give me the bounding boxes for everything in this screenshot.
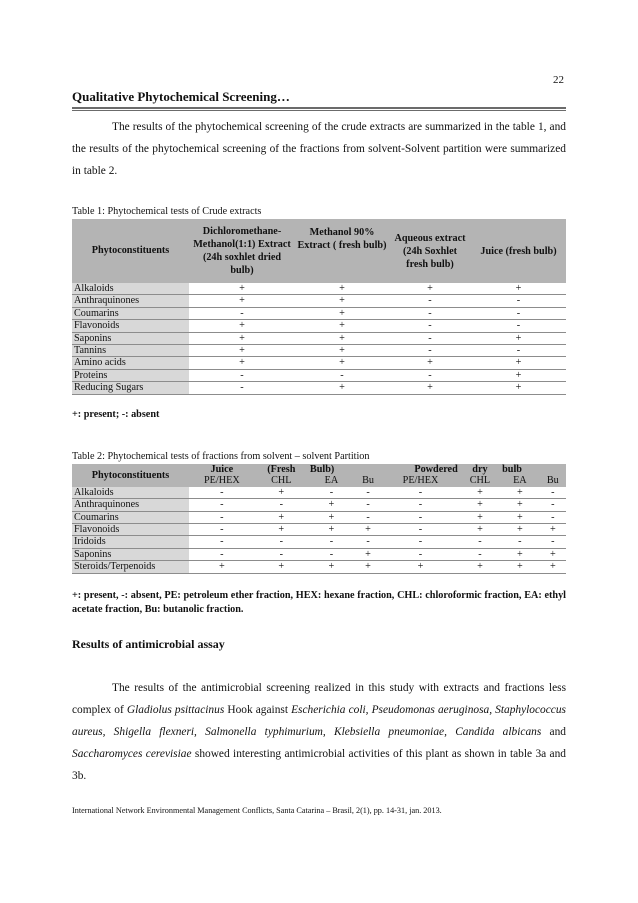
table1-cell: - (189, 307, 295, 319)
table2-cell: - (308, 548, 355, 560)
table2-cell: - (189, 511, 255, 523)
table2-cell: + (500, 548, 539, 560)
table2-row-name: Saponins (72, 548, 189, 560)
footer: International Network Environmental Management Conflicts, Santa Catarina – Brasil, 2(1), pp. 14-31, jan. 2013. (72, 806, 442, 815)
table2-row (72, 536, 566, 548)
table1-header-row (72, 219, 566, 283)
table1 (72, 219, 566, 395)
table2-cell: + (500, 561, 539, 573)
table1-cell: - (471, 295, 566, 307)
results-text-4: showed interesting antimicrobial activities of this plant as shown in table 3a and 3b. (72, 748, 566, 782)
results-text-2: Hook against (224, 704, 292, 716)
table2-cell: - (381, 499, 460, 511)
table1-cell: - (389, 307, 471, 319)
table1-row (72, 332, 566, 344)
table1-cell: + (189, 345, 295, 357)
table1-cell: + (295, 345, 389, 357)
table1-cell: - (471, 320, 566, 332)
table2-group-label: Bulb) (308, 464, 355, 475)
intro-paragraph (72, 116, 566, 182)
table2-col-header: PE/HEX (381, 475, 460, 486)
table1-row (72, 283, 566, 295)
table2-cell: + (500, 499, 539, 511)
table2-col-header: CHL (460, 475, 500, 486)
table1-row (72, 295, 566, 307)
table2-cell: + (308, 524, 355, 536)
table1-cell: - (389, 332, 471, 344)
table2-cell: + (500, 511, 539, 523)
table2-cell: - (308, 536, 355, 548)
table1-cell: - (389, 369, 471, 381)
table2-cell: + (500, 487, 539, 499)
table1-cell: + (189, 295, 295, 307)
table2-cell: + (308, 511, 355, 523)
table2-cell: + (355, 561, 381, 573)
table2-cell: - (189, 548, 255, 560)
table2-cell: - (255, 536, 308, 548)
table1-row-name: Amino acids (72, 357, 189, 369)
table1-row-name: Reducing Sugars (72, 382, 189, 394)
table1-col-header: Aqueous extract (24h Soxhlet fresh bulb) (389, 219, 471, 283)
table2-cell: - (540, 487, 566, 499)
intro-paragraph-text: The results of the phytochemical screening of the crude extracts are summarized in the table 1, and the results of the phytochemical screening of the fractions from solvent-Solvent partition were summarized in table 2. (72, 121, 566, 177)
table2-cell: - (355, 536, 381, 548)
table1-cell: - (389, 320, 471, 332)
results-text-3: and (541, 726, 566, 738)
table2-cell: - (381, 548, 460, 560)
table1-cell: + (295, 357, 389, 369)
table2-group-label (540, 464, 566, 475)
table2-cell: - (189, 536, 255, 548)
table1-row (72, 307, 566, 319)
table2-cell: - (460, 548, 500, 560)
table2-col-header: EA (500, 475, 539, 486)
table2-cell: - (255, 499, 308, 511)
table1-cell: + (389, 283, 471, 295)
table2-row (72, 487, 566, 499)
table2-cell: + (460, 561, 500, 573)
table1-cell: + (471, 283, 566, 295)
table1-row-name: Tannins (72, 345, 189, 357)
table1-cell: + (295, 332, 389, 344)
table2-cell: + (308, 561, 355, 573)
table2-row-name: Flavonoids (72, 524, 189, 536)
table2-group-label: (Fresh (255, 464, 308, 475)
table2-cell: + (540, 561, 566, 573)
table2-row (72, 561, 566, 573)
table2-cell: - (381, 524, 460, 536)
results-species-2: Escherichia coli, Pseudomonas aeruginosa, Staphylococcus aureus, Shigella flexneri, Salmonella typhimurium, Klebsiella pneumoniae, Candida albicans (72, 704, 566, 738)
table1-cell: - (295, 369, 389, 381)
table1-cell: - (389, 345, 471, 357)
table1-cell: + (295, 295, 389, 307)
table1-row (72, 369, 566, 381)
table2-cell: + (255, 487, 308, 499)
table1-row-name: Flavonoids (72, 320, 189, 332)
table2-cell: + (540, 548, 566, 560)
table1-row (72, 345, 566, 357)
table2-col-header: Bu (540, 475, 566, 486)
table2-caption: Table 2: Phytochemical tests of fractions from solvent – solvent Partition (72, 451, 370, 462)
table2-cell: + (500, 524, 539, 536)
table1-row (72, 320, 566, 332)
table2 (72, 464, 566, 574)
table2-cell: - (255, 548, 308, 560)
table2-row-name: Coumarins (72, 511, 189, 523)
table2-legend: +: present, -: absent, PE: petroleum ether fraction, HEX: hexane fraction, CHL: chloroformic fraction, EA: ethyl acetate fraction, Bu: butanolic fraction. (72, 590, 566, 615)
table2-cell: + (355, 548, 381, 560)
table1-cell: + (189, 332, 295, 344)
table2-row (72, 511, 566, 523)
table2-row (72, 499, 566, 511)
table2-cell: + (255, 561, 308, 573)
table1-legend: +: present; -: absent (72, 409, 160, 420)
table2-row-name: Steroids/Terpenoids (72, 561, 189, 573)
table2-cell: - (189, 499, 255, 511)
table1-row-name: Coumarins (72, 307, 189, 319)
table2-group-label: Powdered (381, 464, 460, 475)
table1-col-header: Juice (fresh bulb) (471, 219, 566, 283)
table1-header-label: Phytoconstituents (72, 219, 189, 283)
table1-cell: + (295, 307, 389, 319)
table2-row-name: Alkaloids (72, 487, 189, 499)
table2-row-name: Iridoids (72, 536, 189, 548)
table1-row-name: Saponins (72, 332, 189, 344)
table2-row-name: Anthraquinones (72, 499, 189, 511)
table2-group-label: dry (460, 464, 500, 475)
table2-cell: - (381, 487, 460, 499)
results-heading: Results of antimicrobial assay (72, 637, 225, 651)
table2-cell: - (460, 536, 500, 548)
table1-cell: - (471, 345, 566, 357)
table1-cell: + (389, 382, 471, 394)
table2-col-header: Bu (355, 475, 381, 486)
table1-cell: - (389, 295, 471, 307)
table1-cell: + (295, 283, 389, 295)
table2-cell: - (500, 536, 539, 548)
table1-row-name: Anthraquinones (72, 295, 189, 307)
table1-cell: + (295, 320, 389, 332)
table2-cell: + (381, 561, 460, 573)
table2-cell: + (540, 524, 566, 536)
results-text-1: The results of the antimicrobial screening realized in this study with extracts and fractions less complex of (72, 682, 566, 716)
table2-cell: + (460, 524, 500, 536)
table2-cell: - (381, 536, 460, 548)
table1-cell: - (189, 382, 295, 394)
table1-row-name: Alkaloids (72, 283, 189, 295)
table2-header-row (72, 464, 566, 475)
table1-col-header: Methanol 90% Extract ( fresh bulb) (295, 219, 389, 283)
title-rule (72, 107, 566, 111)
table1-row (72, 357, 566, 369)
table2-group-label: Juice (189, 464, 255, 475)
table2-cell: - (308, 487, 355, 499)
table1-cell: + (189, 283, 295, 295)
table1-cell: + (189, 320, 295, 332)
table2-cell: + (189, 561, 255, 573)
table2-cell: + (255, 511, 308, 523)
table1-caption: Table 1: Phytochemical tests of Crude extracts (72, 206, 262, 217)
table2-col-header: EA (308, 475, 355, 486)
section-title: Qualitative Phytochemical Screening… (72, 89, 290, 104)
table2-cell: - (381, 511, 460, 523)
table1-cell: + (189, 357, 295, 369)
table2-row (72, 524, 566, 536)
table1-cell: + (471, 382, 566, 394)
results-species-3: Saccharomyces cerevisiae (72, 748, 192, 760)
table2-cell: - (540, 499, 566, 511)
table2-group-label: bulb (500, 464, 539, 475)
table2-cell: + (255, 524, 308, 536)
table2-cell: + (460, 499, 500, 511)
table2-group-label (355, 464, 381, 475)
results-paragraph (72, 677, 566, 787)
table2-cell: - (355, 487, 381, 499)
table1-row-name: Proteins (72, 369, 189, 381)
table2-cell: - (189, 487, 255, 499)
table2-cell: + (460, 511, 500, 523)
table1-cell: - (471, 307, 566, 319)
page-number: 22 (553, 74, 564, 86)
table2-col-header: PE/HEX (189, 475, 255, 486)
results-species-1: Gladiolus psittacinus (126, 704, 225, 716)
table2-header-label: Phytoconstituents (72, 464, 189, 487)
table2-cell: + (355, 524, 381, 536)
table2-cell: + (460, 487, 500, 499)
table2-cell: - (540, 536, 566, 548)
table2-cell: - (355, 511, 381, 523)
table2-cell: - (540, 511, 566, 523)
table1-cell: + (471, 357, 566, 369)
table1-row (72, 382, 566, 394)
table1-cell: + (389, 357, 471, 369)
table1-cell: - (189, 369, 295, 381)
table2-cell: - (355, 499, 381, 511)
table2-col-header: CHL (255, 475, 308, 486)
table2-row (72, 548, 566, 560)
table1-cell: + (295, 382, 389, 394)
table1-cell: + (471, 369, 566, 381)
table1-col-header: Dichloromethane-Methanol(1:1) Extract (24h soxhlet dried bulb) (189, 219, 295, 283)
table2-cell: + (308, 499, 355, 511)
table1-cell: + (471, 332, 566, 344)
table2-cell: - (189, 524, 255, 536)
